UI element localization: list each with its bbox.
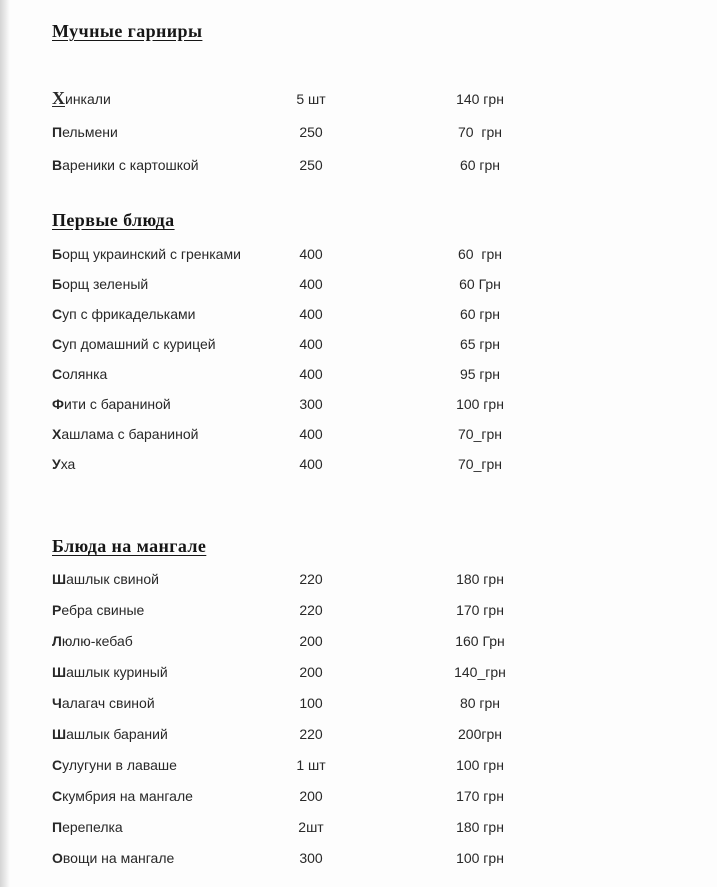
item-qty: 5 шт — [296, 90, 326, 107]
item-price: 160 Грн — [455, 632, 505, 649]
menu-row — [52, 269, 717, 299]
item-price: 140 грн — [456, 90, 504, 107]
item-name: Фити с бараниной — [52, 396, 171, 412]
menu-row — [52, 656, 717, 687]
menu-row — [52, 842, 717, 873]
item-price: 140_грн — [454, 663, 506, 680]
menu-section — [52, 535, 717, 873]
menu-row — [52, 359, 717, 389]
item-qty: 250 — [299, 156, 323, 173]
item-qty: 200 — [299, 663, 323, 680]
item-name: Ребра свиные — [52, 601, 145, 618]
item-qty: 300 — [299, 396, 323, 412]
item-qty: 220 — [299, 725, 323, 742]
item-name: Шашлык свиной — [52, 570, 159, 587]
item-qty: 2шт — [298, 818, 324, 835]
menu-row — [52, 563, 717, 594]
item-qty: 250 — [299, 123, 323, 140]
menu-row — [52, 239, 717, 269]
item-price: 60 грн — [458, 246, 502, 262]
item-price: 70_грн — [458, 426, 502, 442]
item-qty: 400 — [299, 426, 323, 442]
menu-row — [52, 148, 717, 181]
item-name: Сулугуни в лаваше — [52, 756, 177, 773]
item-name: Борщ зеленый — [52, 276, 149, 292]
item-qty: 400 — [299, 336, 323, 352]
item-price: 170 грн — [456, 787, 504, 804]
item-price: 100 грн — [456, 396, 504, 412]
item-qty: 1 шт — [296, 756, 326, 773]
item-name: Люлю-кебаб — [52, 632, 133, 649]
section-heading: Мучные гарниры — [52, 21, 203, 41]
menu-row — [52, 749, 717, 780]
menu-row — [52, 82, 717, 115]
menu-row — [52, 594, 717, 625]
section-heading: Блюда на мангале — [52, 536, 207, 556]
menu-row — [52, 449, 717, 479]
item-name: Перепелка — [52, 818, 123, 835]
item-name: Уха — [52, 456, 76, 472]
item-price: 60 Грн — [459, 276, 501, 292]
item-price: 95 грн — [459, 366, 501, 382]
item-qty: 100 — [299, 694, 323, 711]
item-name: Пельмени — [52, 123, 118, 140]
item-price: 60 грн — [459, 306, 501, 322]
item-name: Скумбрия на мангале — [52, 787, 193, 804]
item-name: Шашлык бараний — [52, 725, 168, 742]
menu-row — [52, 419, 717, 449]
menu-row — [52, 811, 717, 842]
item-price: 70_грн — [458, 456, 502, 472]
item-name-rest: инкали — [65, 91, 111, 107]
menu-section — [52, 209, 717, 479]
menu-row — [52, 687, 717, 718]
menu-row — [52, 115, 717, 148]
item-name: Борщ украинский с гренками — [52, 246, 241, 262]
item-price: 80 грн — [459, 694, 501, 711]
item-price: 70 грн — [458, 123, 502, 140]
item-qty: 220 — [299, 601, 323, 618]
item-qty: 200 — [299, 632, 323, 649]
item-name: Шашлык куриный — [52, 663, 168, 680]
menu-section — [52, 20, 717, 181]
item-price: 100 грн — [456, 756, 504, 773]
item-initial-letter: Х — [52, 88, 65, 108]
item-name: Суп домашний с курицей — [52, 336, 216, 352]
item-name: Суп с фрикадельками — [52, 306, 196, 322]
item-qty: 400 — [299, 366, 323, 382]
item-price: 200грн — [458, 725, 502, 742]
item-name: Вареники с картошкой — [52, 156, 199, 173]
menu-row — [52, 299, 717, 329]
item-qty: 300 — [299, 849, 323, 866]
menu-row — [52, 389, 717, 419]
item-price: 170 грн — [456, 601, 504, 618]
item-price: 180 грн — [456, 570, 504, 587]
item-qty: 400 — [299, 306, 323, 322]
menu-row — [52, 718, 717, 749]
item-price: 60 грн — [459, 156, 501, 173]
item-qty: 200 — [299, 787, 323, 804]
item-qty: 400 — [299, 276, 323, 292]
item-name: Хашлама с бараниной — [52, 426, 199, 442]
item-name: Чалагач свиной — [52, 694, 155, 711]
item-qty: 220 — [299, 570, 323, 587]
item-name: Овощи на мангале — [52, 849, 175, 866]
item-qty: 400 — [299, 246, 323, 262]
menu-row — [52, 329, 717, 359]
item-price: 180 грн — [456, 818, 504, 835]
item-qty: 400 — [299, 456, 323, 472]
section-heading: Первые блюда — [52, 210, 175, 230]
menu-row — [52, 625, 717, 656]
menu-row — [52, 780, 717, 811]
item-name — [52, 90, 259, 107]
item-name: Солянка — [52, 366, 108, 382]
item-price: 65 грн — [459, 336, 501, 352]
item-price: 100 грн — [456, 849, 504, 866]
